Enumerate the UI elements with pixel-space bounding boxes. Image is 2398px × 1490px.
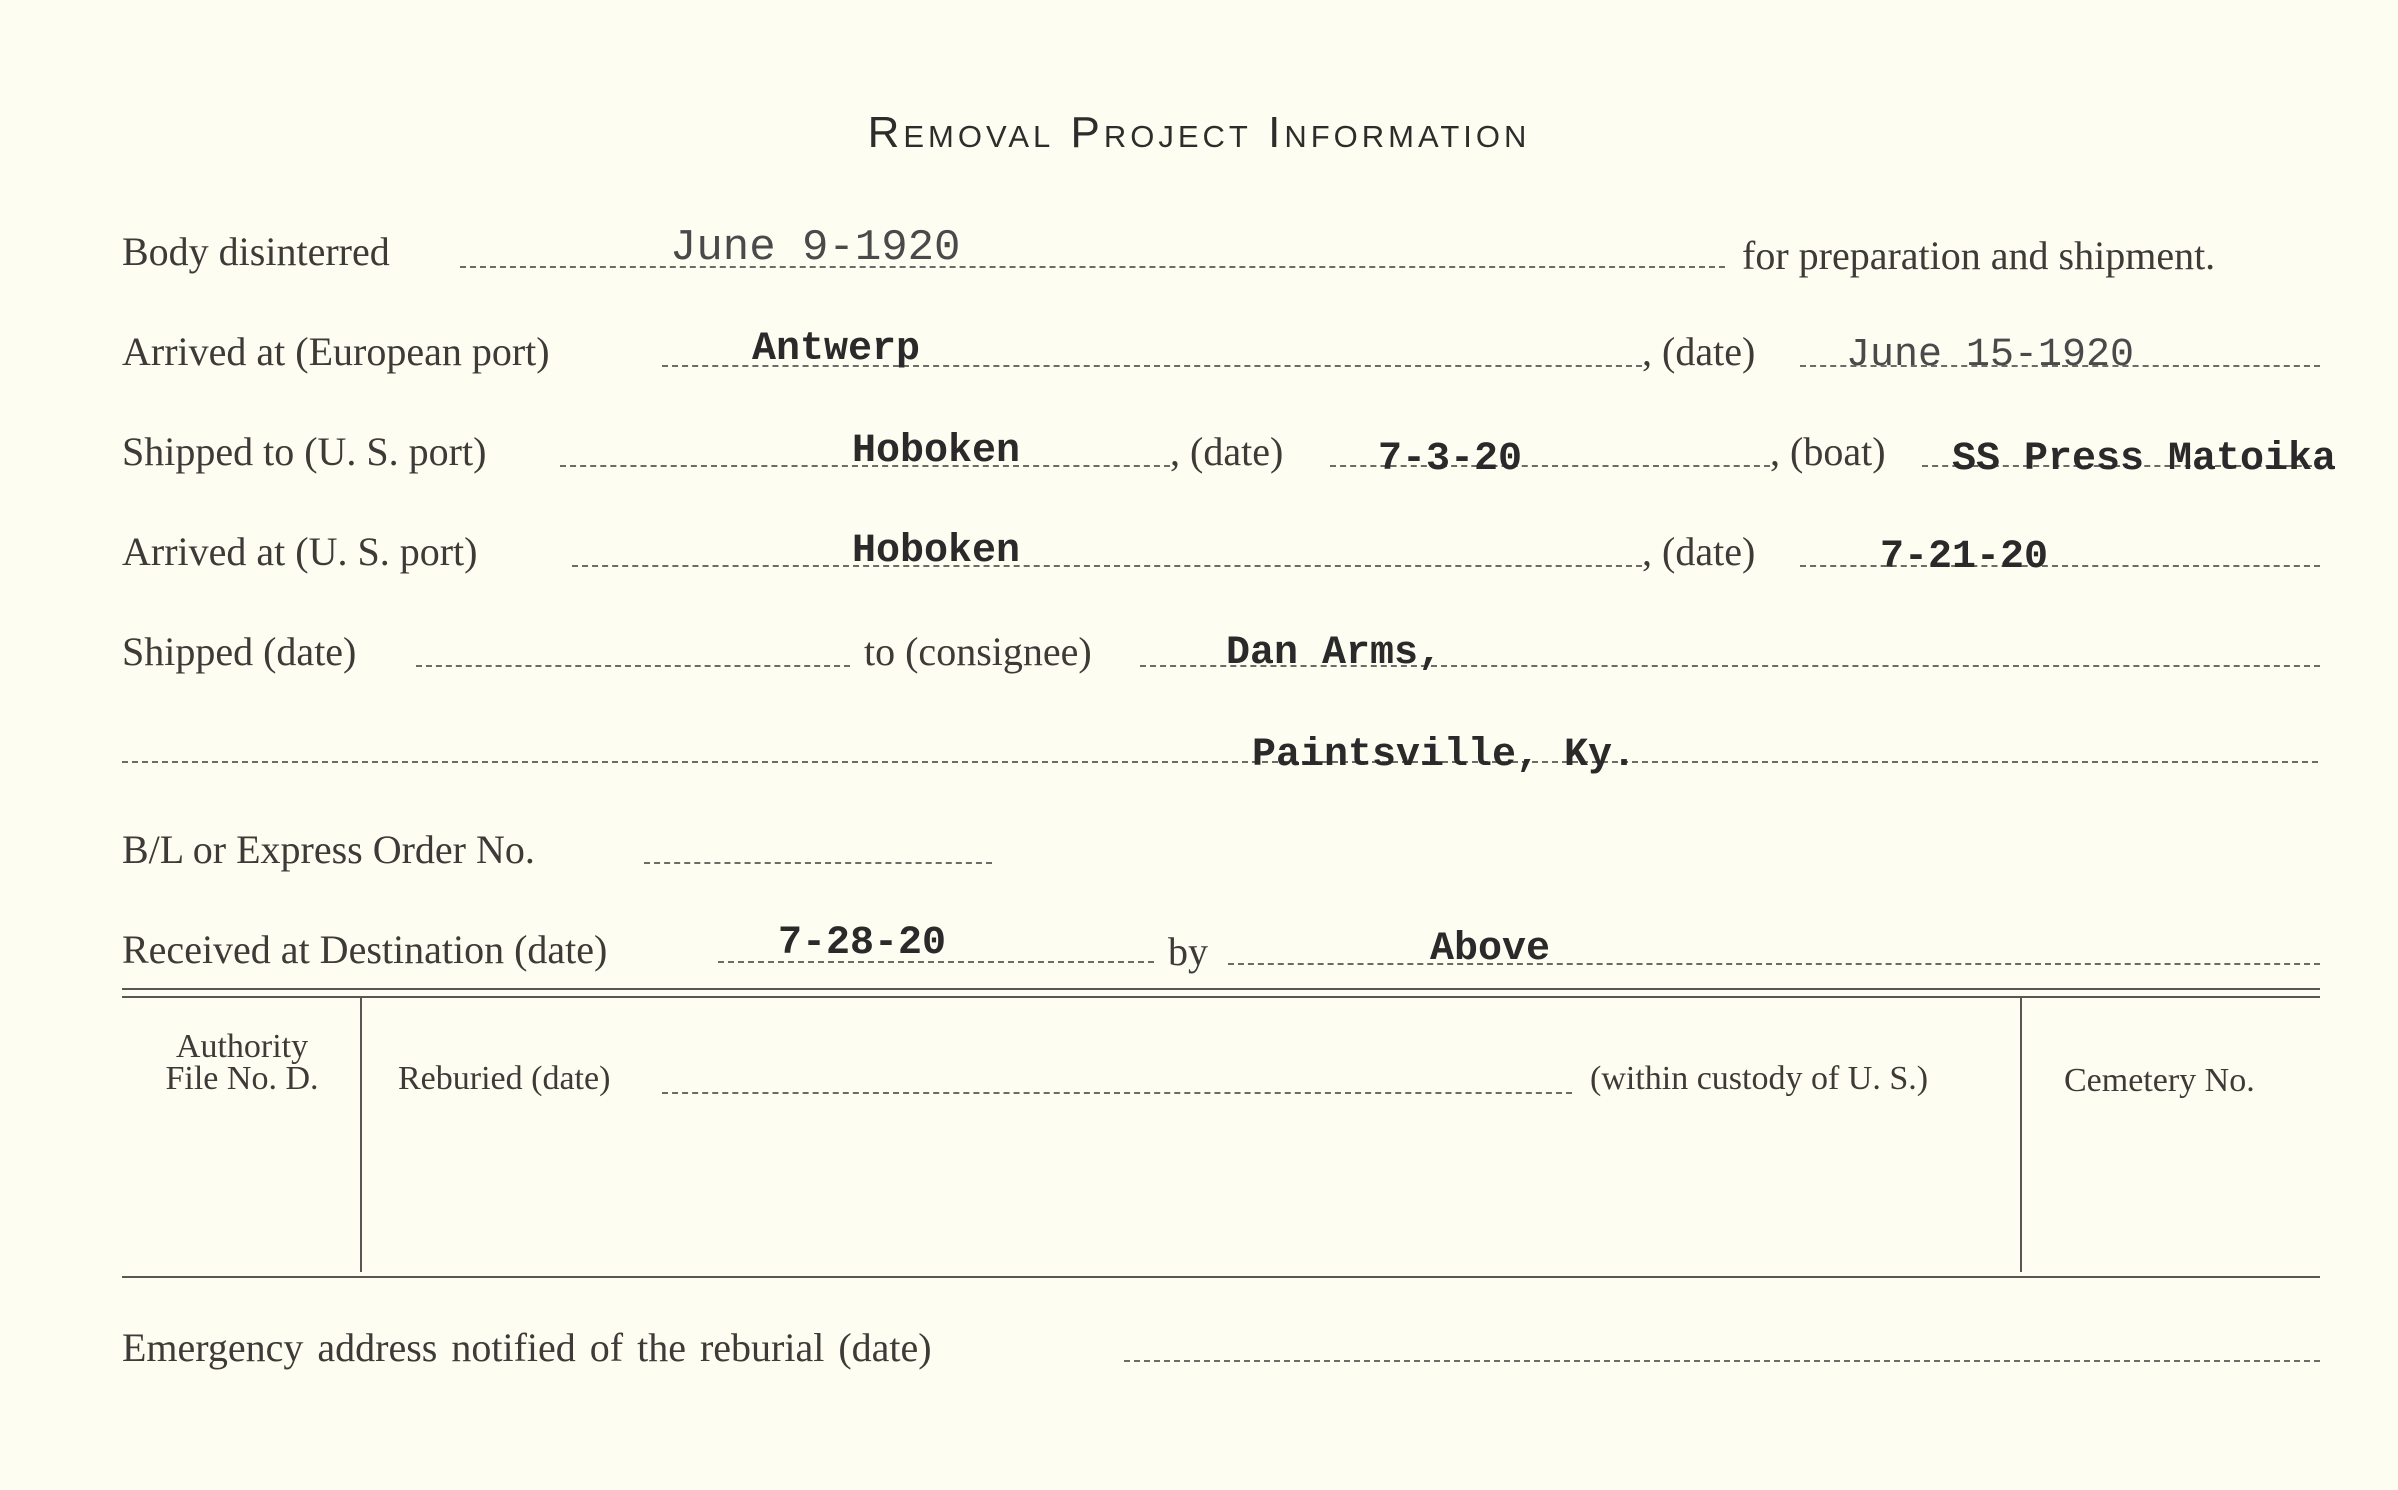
consignee-address: Paintsville, Ky. [1252, 733, 1637, 778]
shipped-us-boat-label: , (boat) [1770, 429, 1886, 474]
arrived-european-date-label: , (date) [1642, 329, 1756, 374]
received-by-line [1228, 963, 2320, 965]
emergency-line [1124, 1360, 2320, 1362]
arrived-us-port: Hoboken [852, 529, 1021, 574]
bl-order-label: B/L or Express Order No. [122, 827, 535, 872]
bl-order-line [644, 862, 992, 864]
authority-label-line2: File No. D. [165, 1060, 319, 1097]
arrived-us-date-line [1800, 565, 2320, 567]
disinterred-suffix: for preparation and shipment. [1742, 233, 2216, 278]
box-bottom-rule [122, 1276, 2320, 1278]
shipped-us-date-label: , (date) [1170, 429, 1284, 474]
received-label: Received at Destination (date) [122, 927, 608, 972]
authority-label-line1: Authority [175, 1028, 309, 1065]
arrived-european-date: June 15-1920 [1846, 333, 2135, 378]
box-top-rule-double [122, 996, 2320, 998]
box-top-rule [122, 988, 2320, 990]
received-by-label: by [1168, 929, 1208, 974]
emergency-label: Emergency address notified of the reburial (date) [122, 1325, 932, 1370]
disinterred-line [460, 266, 1725, 268]
card-title: Removal Project Information [867, 108, 1531, 157]
arrived-us-label: Arrived at (U. S. port) [122, 529, 478, 574]
consignee-name: Dan Arms, [1226, 631, 1443, 676]
disinterred-label: Body disinterred [122, 229, 390, 274]
arrived-european-port: Antwerp [752, 327, 921, 372]
custody-label: (within custody of U. S.) [1590, 1060, 1929, 1097]
shipped-date-label: Shipped (date) [122, 629, 357, 674]
box-divider-right [2020, 998, 2022, 1272]
shipped-us-date: 7-3-20 [1378, 437, 1523, 482]
reburied-line [662, 1092, 1572, 1094]
box-divider-left [360, 998, 362, 1272]
shipped-us-label: Shipped to (U. S. port) [122, 429, 487, 474]
arrived-us-port-line [572, 565, 1642, 567]
shipped-us-boat: SS Press Matoika [1952, 437, 2337, 482]
address-line [122, 761, 2318, 763]
disinterred-value: June 9-1920 [670, 223, 961, 273]
shipped-us-port: Hoboken [852, 429, 1021, 474]
consignee-label: to (consignee) [864, 629, 1092, 674]
received-by: Above [1430, 927, 1551, 972]
reburied-label: Reburied (date) [398, 1060, 611, 1097]
shipped-date-line [416, 665, 850, 667]
arrived-european-label: Arrived at (European port) [122, 329, 550, 374]
arrived-us-date: 7-21-20 [1880, 535, 2049, 580]
arrived-us-date-label: , (date) [1642, 529, 1756, 574]
received-date: 7-28-20 [778, 921, 947, 966]
cemetery-label: Cemetery No. [2064, 1062, 2255, 1099]
